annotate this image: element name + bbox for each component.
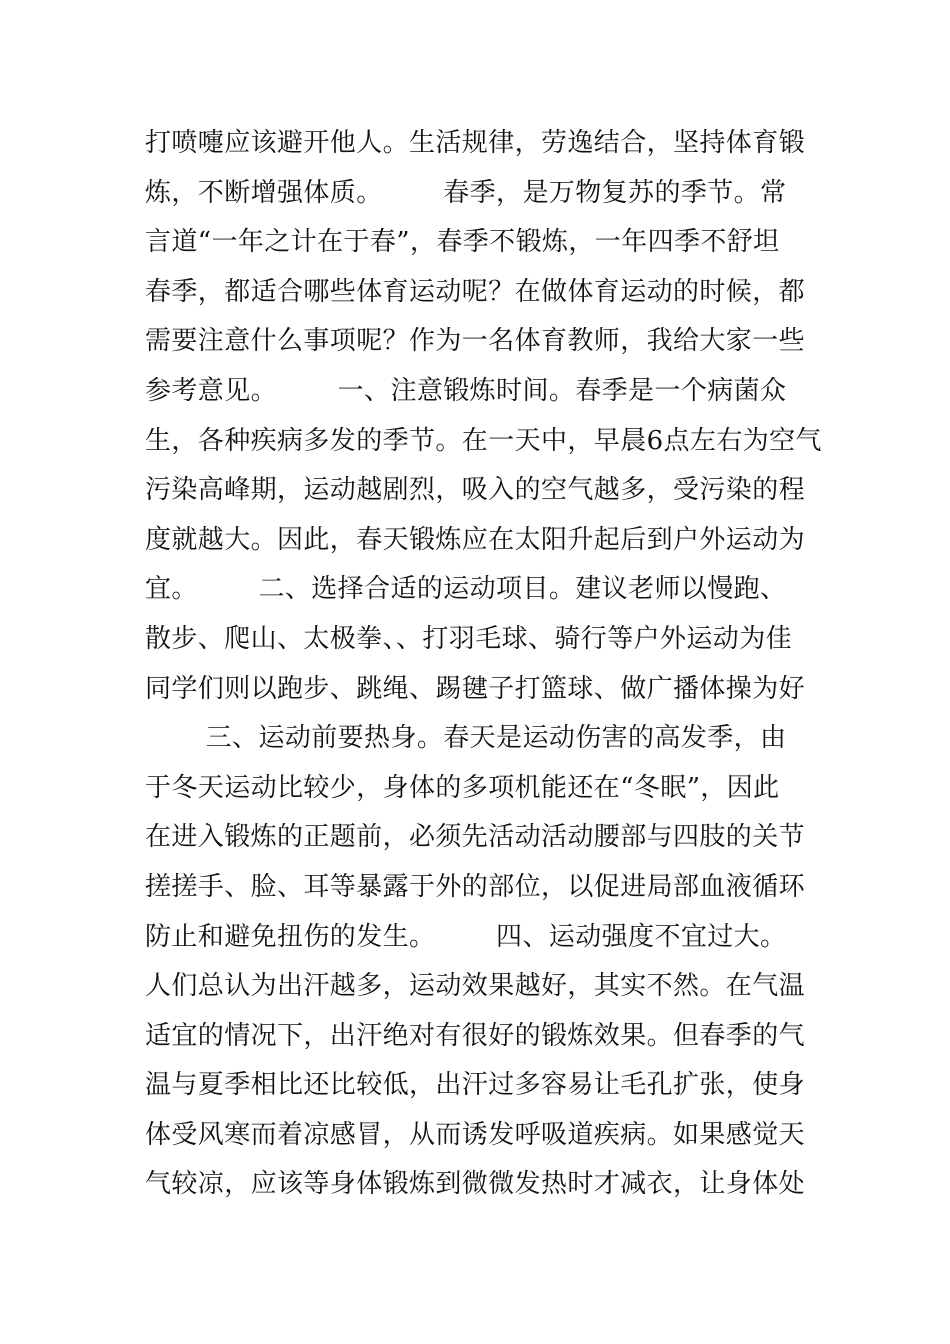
text-line: 体受风寒而着凉感冒，从而诱发呼吸道疾病。如果感觉天	[145, 1119, 806, 1150]
text-line: 散步、爬山、太极拳、、打羽毛球、骑行等户外运动为佳	[145, 623, 793, 654]
text-line: 春季，都适合哪些体育运动呢？在做体育运动的时候，都	[145, 276, 806, 307]
body-text	[145, 119, 822, 1210]
text-line: 在进入锻炼的正题前，必须先活动活动腰部与四肢的关节	[145, 822, 806, 853]
text-line: 于冬天运动比较少，身体的多项机能还在“冬眠”，因此	[145, 772, 780, 803]
text-line: 适宜的情况下，出汗绝对有很好的锻炼效果。但春季的气	[145, 1020, 806, 1051]
text-line: 同学们则以跑步、跳绳、踢毽子打篮球、做广播体操为好	[145, 673, 806, 704]
text-line: 气较凉，应该等身体锻炼到微微发热时才减衣，让身体处	[145, 1169, 806, 1200]
text-line: 三、运动前要热身。春天是运动伤害的高发季，由	[145, 723, 787, 754]
text-line: 防止和避免扭伤的发生。 四、运动强度不宜过大。	[145, 921, 787, 952]
text-line: 言道“一年之计在于春”，春季不锻炼，一年四季不舒坦	[145, 227, 780, 258]
text-line: 生，各种疾病多发的季节。在一天中，早晨6点左右为空气	[145, 425, 822, 456]
text-line: 搓搓手、脸、耳等暴露于外的部位，以促进局部血液循环	[145, 871, 806, 902]
text-line: 污染高峰期，运动越剧烈，吸入的空气越多，受污染的程	[145, 475, 806, 506]
text-line: 需要注意什么事项呢？作为一名体育教师，我给大家一些	[145, 326, 806, 357]
text-line: 人们总认为出汗越多，运动效果越好，其实不然。在气温	[145, 971, 806, 1002]
text-line: 参考意见。 一、注意锻炼时间。春季是一个病菌众	[145, 375, 787, 406]
text-line: 温与夏季相比还比较低，出汗过多容易让毛孔扩张，使身	[145, 1070, 806, 1101]
text-line: 度就越大。因此，春天锻炼应在太阳升起后到户外运动为	[145, 524, 806, 555]
text-line: 宜。 二、选择合适的运动项目。建议老师以慢跑、	[145, 574, 787, 605]
text-line: 炼，不断增强体质。 春季，是万物复苏的季节。常	[145, 177, 787, 208]
text-line: 打喷嚏应该避开他人。生活规律，劳逸结合，坚持体育锻	[145, 128, 806, 158]
